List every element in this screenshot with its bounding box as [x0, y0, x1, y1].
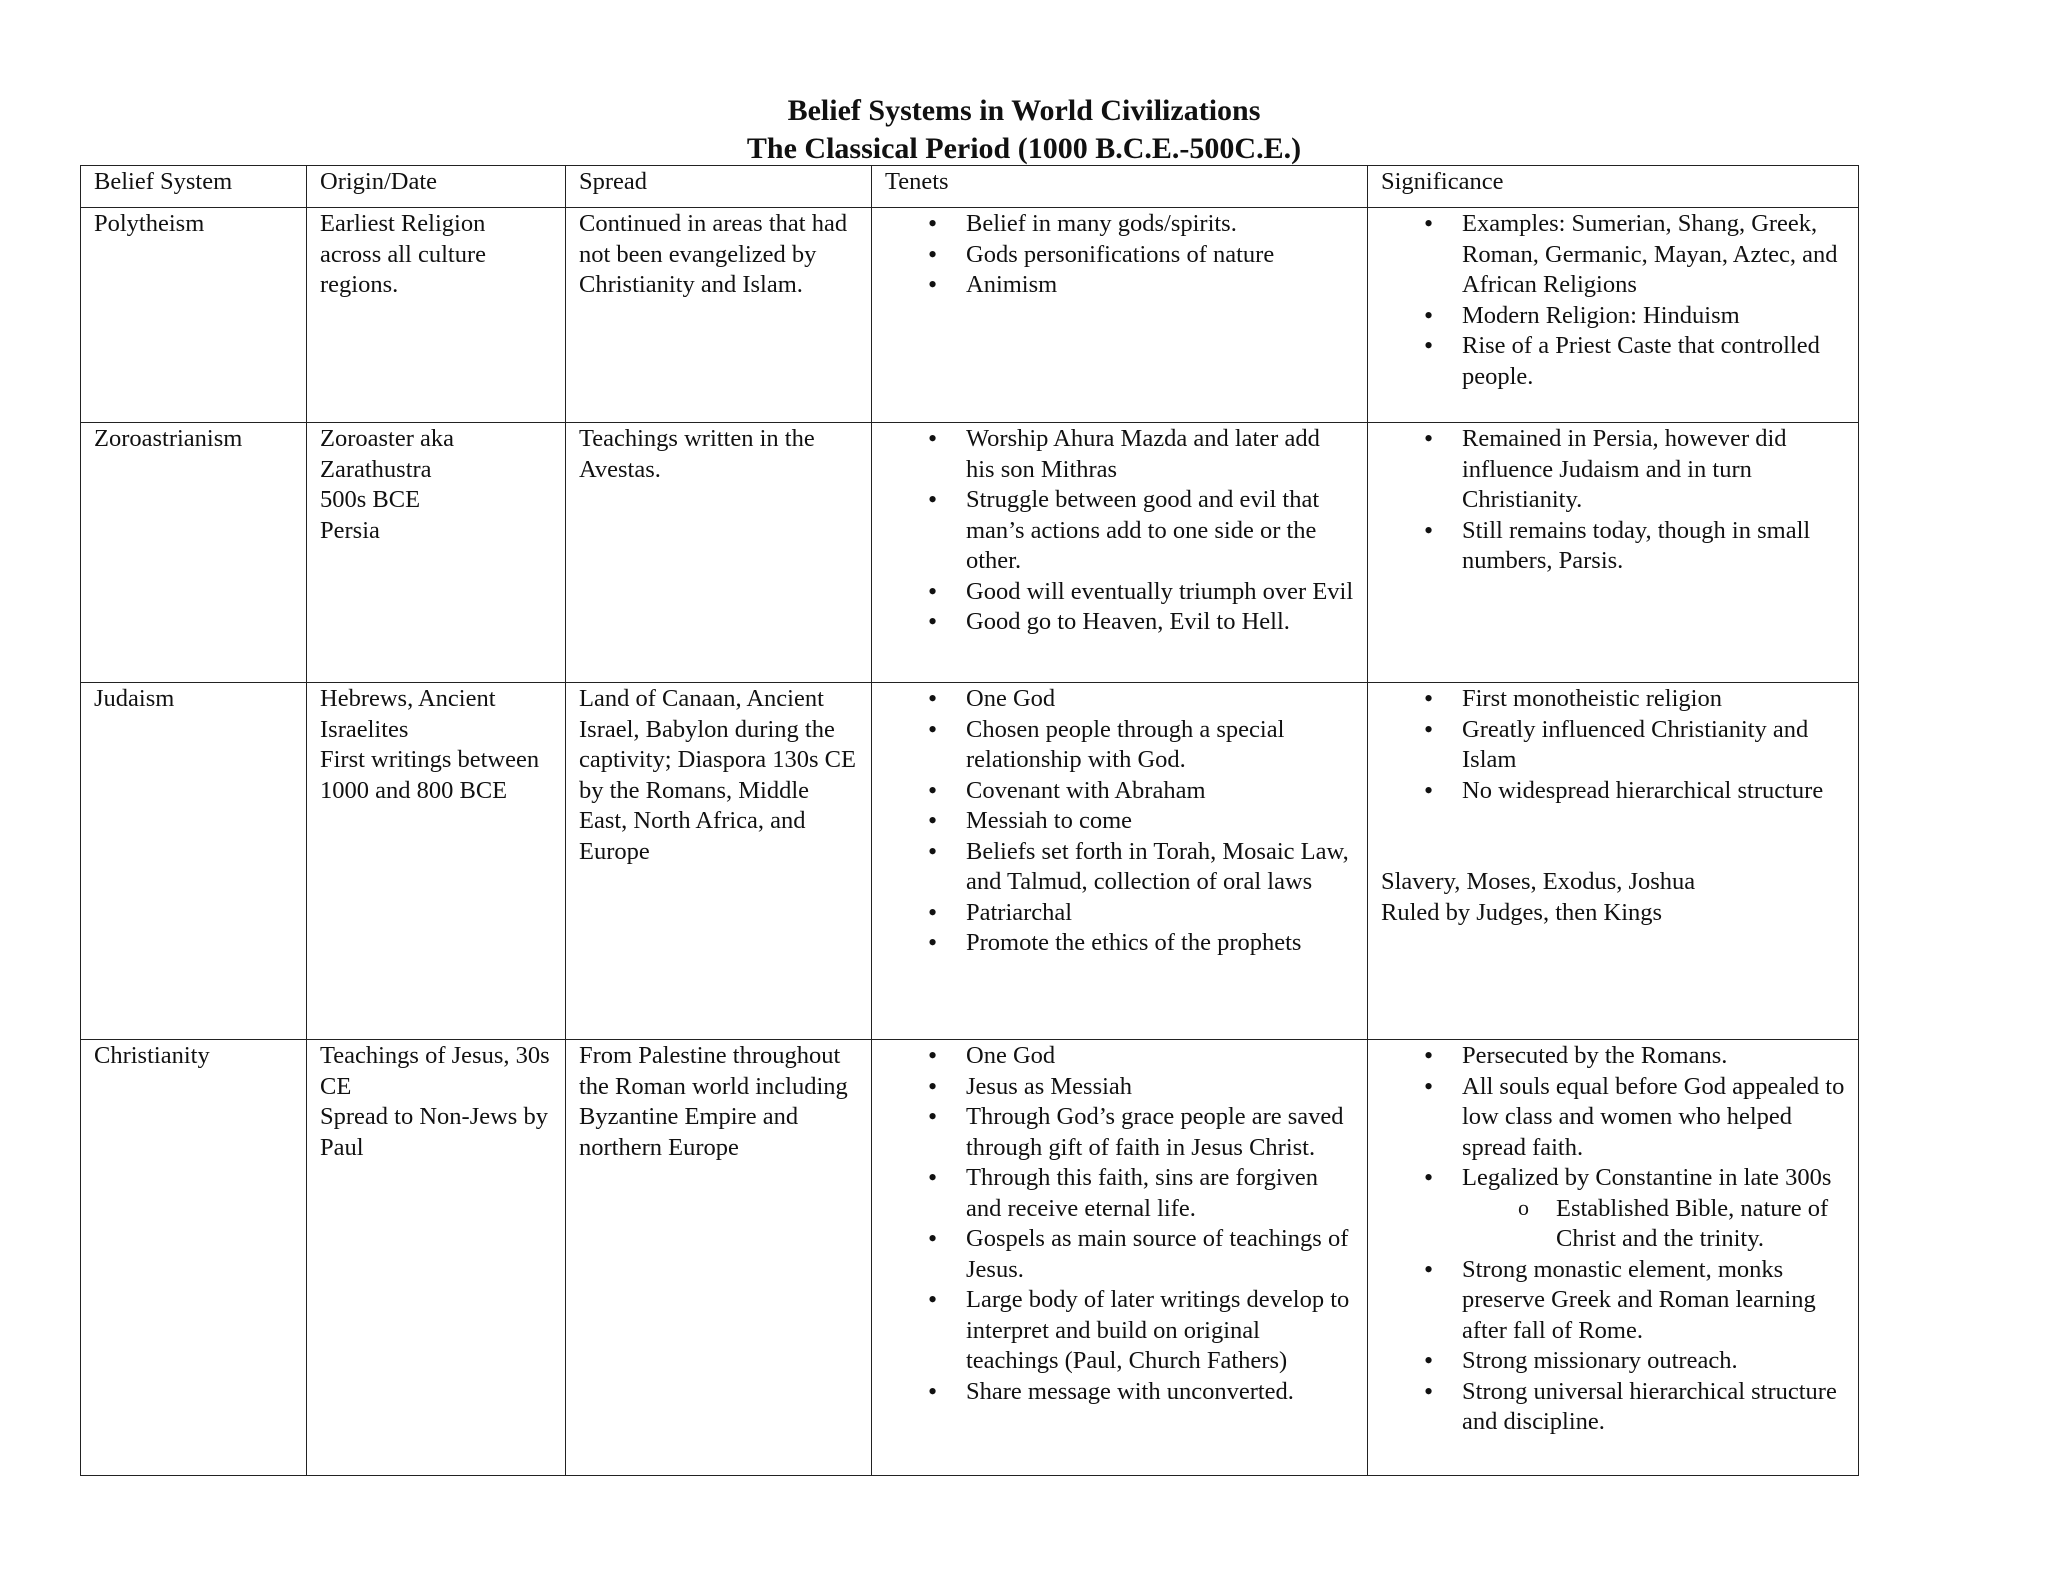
tenets-cell: [872, 1040, 1368, 1476]
list-item: • Examples: Sumerian, Shang, Greek, Roman, Germanic, Mayan, Aztec, and African Religions: [1381, 209, 1845, 301]
belief-systems-table: [80, 165, 1859, 1476]
origin-line: Teachings of Jesus, 30s CE: [320, 1042, 550, 1100]
list-item: • Through God’s grace people are saved through gift of faith in Jesus Christ.: [885, 1102, 1354, 1163]
list-item: • Large body of later writings develop to interpret and build on original teachings (Paul, Church Fathers): [885, 1285, 1354, 1377]
header-belief-system: Belief System: [81, 166, 307, 208]
list-item: • Good will eventually triumph over Evil: [885, 577, 1354, 608]
origin-line: First writings between 1000 and 800 BCE: [320, 746, 540, 804]
list-item: • Animism: [885, 270, 1354, 301]
list-item: • Belief in many gods/spirits.: [885, 209, 1354, 240]
header-spread: Spread: [566, 166, 872, 208]
spread-cell: Teachings written in the Avestas.: [566, 423, 872, 683]
spread-cell: Land of Canaan, Ancient Israel, Babylon during the captivity; Diaspora 130s CE by the Romans, Middle East, North Africa, and Europe: [566, 683, 872, 1040]
origin-cell: [307, 423, 566, 683]
list-item: • Through this faith, sins are forgiven and receive eternal life.: [885, 1163, 1354, 1224]
list-item: • Strong monastic element, monks preserve Greek and Roman learning after fall of Rome.: [1381, 1255, 1845, 1347]
list-item: • Beliefs set forth in Torah, Mosaic Law, and Talmud, collection of oral laws: [885, 837, 1354, 898]
belief-system-cell: Christianity: [81, 1040, 307, 1476]
list-item: • Good go to Heaven, Evil to Hell.: [885, 607, 1354, 638]
table-row: [81, 208, 1859, 423]
tenets-cell: [872, 423, 1368, 683]
list-item: • Messiah to come: [885, 806, 1354, 837]
list-item: • Patriarchal: [885, 898, 1354, 929]
note-line: Ruled by Judges, then Kings: [1381, 898, 1663, 926]
origin-line: Hebrews, Ancient Israelites: [320, 685, 496, 743]
list-item: • Covenant with Abraham: [885, 776, 1354, 807]
list-item: • Greatly influenced Christianity and Islam: [1381, 715, 1845, 776]
document-title: Belief Systems in World Civilizations: [787, 94, 1261, 127]
list-item: • Chosen people through a special relationship with God.: [885, 715, 1354, 776]
list-item: • Rise of a Priest Caste that controlled people.: [1381, 331, 1845, 392]
table-row: [81, 423, 1859, 683]
belief-system-cell: Zoroastrianism: [81, 423, 307, 683]
significance-cell: [1368, 1040, 1859, 1476]
list-item: • All souls equal before God appealed to low class and women who helped spread faith.: [1381, 1072, 1845, 1164]
origin-line: Spread to Non-Jews by Paul: [320, 1103, 548, 1161]
origin-cell: Earliest Religion across all culture regions.: [307, 208, 566, 423]
spread-cell: From Palestine throughout the Roman world including Byzantine Empire and northern Europe: [566, 1040, 872, 1476]
header-significance: Significance: [1368, 166, 1859, 208]
spacer: [1381, 806, 1845, 867]
tenets-cell: [872, 208, 1368, 423]
significance-cell: [1368, 423, 1859, 683]
list-item: • Persecuted by the Romans.: [1381, 1041, 1845, 1072]
sub-list-item: o Established Bible, nature of Christ and the trinity.: [1381, 1194, 1845, 1255]
list-item: • Promote the ethics of the prophets: [885, 928, 1354, 959]
significance-cell: [1368, 208, 1859, 423]
header-tenets: Tenets: [872, 166, 1368, 208]
table-row: [81, 683, 1859, 1040]
table-header-row: [81, 166, 1859, 208]
belief-system-cell: Polytheism: [81, 208, 307, 423]
list-item: • Struggle between good and evil that man’s actions add to one side or the other.: [885, 485, 1354, 577]
origin-line: Zoroaster aka Zarathustra: [320, 425, 454, 483]
list-item: • No widespread hierarchical structure: [1381, 776, 1845, 807]
header-origin: Origin/Date: [307, 166, 566, 208]
list-item: • Strong missionary outreach.: [1381, 1346, 1845, 1377]
belief-system-cell: Judaism: [81, 683, 307, 1040]
document-subtitle: The Classical Period (1000 B.C.E.-500C.E.): [746, 132, 1302, 165]
list-item: • One God: [885, 1041, 1354, 1072]
document-header: [0, 92, 2048, 168]
origin-cell: [307, 1040, 566, 1476]
list-item: • Strong universal hierarchical structure and discipline.: [1381, 1377, 1845, 1438]
list-item: • Share message with unconverted.: [885, 1377, 1354, 1408]
list-item: • Legalized by Constantine in late 300s: [1381, 1163, 1845, 1194]
origin-cell: [307, 683, 566, 1040]
list-item: • Jesus as Messiah: [885, 1072, 1354, 1103]
origin-line: Persia: [320, 516, 380, 544]
list-item: • Gods personifications of nature: [885, 240, 1354, 271]
list-item: • Modern Religion: Hinduism: [1381, 301, 1845, 332]
spread-cell: Continued in areas that had not been evangelized by Christianity and Islam.: [566, 208, 872, 423]
origin-line: 500s BCE: [320, 486, 421, 513]
list-item: • Gospels as main source of teachings of Jesus.: [885, 1224, 1354, 1285]
list-item: • Still remains today, though in small numbers, Parsis.: [1381, 516, 1845, 577]
significance-cell: [1368, 683, 1859, 1040]
table-row: [81, 1040, 1859, 1476]
list-item: • First monotheistic religion: [1381, 684, 1845, 715]
note-line: Slavery, Moses, Exodus, Joshua: [1381, 868, 1696, 895]
list-item: • Worship Ahura Mazda and later add his son Mithras: [885, 424, 1354, 485]
list-item: • Remained in Persia, however did influence Judaism and in turn Christianity.: [1381, 424, 1845, 516]
tenets-cell: [872, 683, 1368, 1040]
list-item: • One God: [885, 684, 1354, 715]
